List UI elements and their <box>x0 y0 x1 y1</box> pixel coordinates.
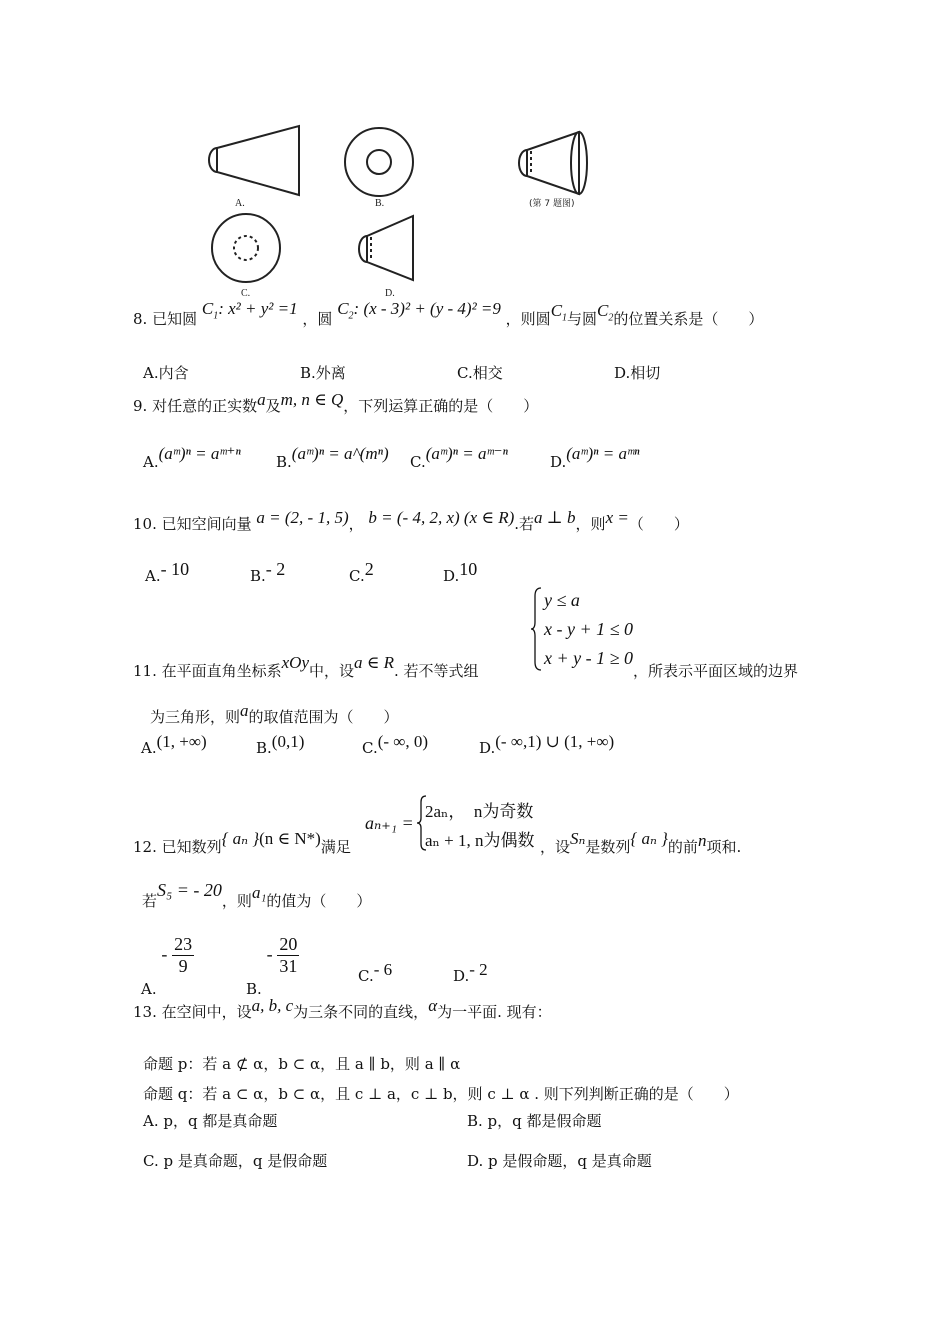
q9-option-a[interactable]: A.(aᵐ)ⁿ = aᵐ⁺ⁿ <box>143 444 241 471</box>
q11-option-a[interactable]: A.(1, +∞) <box>141 732 207 757</box>
q11-option-b[interactable]: B.(0,1) <box>256 732 305 757</box>
q9-option-d[interactable]: D.(aᵐ)ⁿ = aᵐⁿ <box>550 444 640 471</box>
q12-recurrence-case-2: aₙ + 1, n为偶数 <box>425 831 535 850</box>
q11-stem: 11. 在平面直角坐标系xOy中，设a ∈ R. 若不等式组 <box>133 653 479 680</box>
fig-label-a: A. <box>235 198 245 209</box>
q11-stem-suffix: ，所表示平面区域的边界 <box>633 662 799 680</box>
q12-stem-line2: 若S₅ = - 20，则a₁的值为（ ） <box>142 880 372 910</box>
fig-caption: (第 7 题图) <box>529 199 575 209</box>
q13-option-b[interactable]: B. p，q 都是假命题 <box>467 1112 602 1130</box>
q12-option-b-fraction: $\frac{20}{31}$ <box>279 934 298 976</box>
q12-option-a-fraction: $\frac{23}{9}$ <box>174 934 193 976</box>
q11-system-brace <box>531 586 543 676</box>
q9-stem: 9. 对任意的正实数a及m, n ∈ Q，下列运算正确的是（ ） <box>133 390 539 415</box>
q11-system-line-1: y ≤ a <box>544 590 580 610</box>
q11-option-d[interactable]: D.(- ∞,1) ∪ (1, +∞) <box>479 732 615 757</box>
q10-stem: 10. 已知空间向量 a = (2, - 1, 5)， b = (- 4, 2, x) (x ∈ R).若a ⊥ b，则x =（ ） <box>133 508 689 533</box>
q11-system-line-3: x + y - 1 ≥ 0 <box>544 648 633 668</box>
q7-figure <box>195 120 615 300</box>
shape-c-outer <box>212 214 280 282</box>
q12-option-b[interactable]: B. - $\frac{20}{31}$ <box>246 934 298 998</box>
fig-label-b: B. <box>375 198 385 209</box>
q8-stem: 8. 已知圆 $C_1$: x² + y² =1 ，圆 $C_2$: (x - 3)² + (y - 4)² =9 ，则圆$C_1$与圆$C_2$的位置关系是（ ） <box>133 299 764 328</box>
shape-a <box>217 126 299 195</box>
q13-option-d[interactable]: D. p 是假命题，q 是真命题 <box>467 1152 652 1170</box>
q10-option-b[interactable]: B.- 2 <box>250 559 286 585</box>
q13-option-a[interactable]: A. p，q 都是真命题 <box>143 1112 278 1130</box>
fig-label-c: C. <box>241 288 251 299</box>
q9-option-c[interactable]: C.(aᵐ)ⁿ = aᵐ⁻ⁿ <box>410 444 508 471</box>
q11-option-c[interactable]: C.(- ∞, 0) <box>362 732 429 757</box>
q11-stem-line2: 为三角形，则a的取值范围为（ ） <box>150 701 399 726</box>
q12-option-d[interactable]: D.- 2 <box>453 960 488 985</box>
q12-option-a[interactable]: A. - $\frac{23}{9}$ <box>141 934 193 998</box>
q13-option-c[interactable]: C. p 是真命题，q 是假命题 <box>143 1152 328 1170</box>
q13-stem: 13. 在空间中，设a, b, c为三条不同的直线，α为一平面. 现有： <box>133 996 552 1021</box>
q12-stem: 12. 已知数列{ aₙ }(n ∈ N*)满足 <box>133 829 351 856</box>
q12-stem-suffix: ，设Sₙ是数列{ aₙ }的前n项和. <box>540 829 742 856</box>
q11-system-line-2: x - y + 1 ≤ 0 <box>544 619 633 639</box>
shape-d <box>367 216 413 280</box>
fig-label-d: D. <box>385 288 395 299</box>
q9-option-b[interactable]: B.(aᵐ)ⁿ = a^(mⁿ) <box>276 444 389 471</box>
q13-proposition-p: 命题 p：若 a ⊄ α，b ⊂ α，且 a ∥ b，则 a ∥ α <box>143 1055 461 1073</box>
shape-b-outer <box>345 128 413 196</box>
q8-option-b[interactable]: B.外离 <box>300 364 346 382</box>
q8-option-c[interactable]: C.相交 <box>457 364 503 382</box>
q10-option-a[interactable]: A.- 10 <box>145 559 190 585</box>
shape-c-inner <box>234 236 258 260</box>
q8-option-d[interactable]: D.相切 <box>614 364 661 382</box>
q10-option-d[interactable]: D.10 <box>443 559 478 585</box>
q13-proposition-q: 命题 q：若 a ⊂ α，b ⊂ α，且 c ⊥ a，c ⊥ b，则 c ⊥ α . 则下列判断正确的是（ ） <box>143 1085 739 1103</box>
q8-option-a[interactable]: A.内含 <box>143 364 189 382</box>
q12-recurrence-case-1: 2aₙ， n为奇数 <box>425 802 534 821</box>
q12-recurrence-lhs: aₙ₊₁ = <box>365 813 414 833</box>
shape-b-inner <box>367 150 391 174</box>
q10-option-c[interactable]: C.2 <box>349 559 374 585</box>
q12-option-c[interactable]: C.- 6 <box>358 960 393 985</box>
